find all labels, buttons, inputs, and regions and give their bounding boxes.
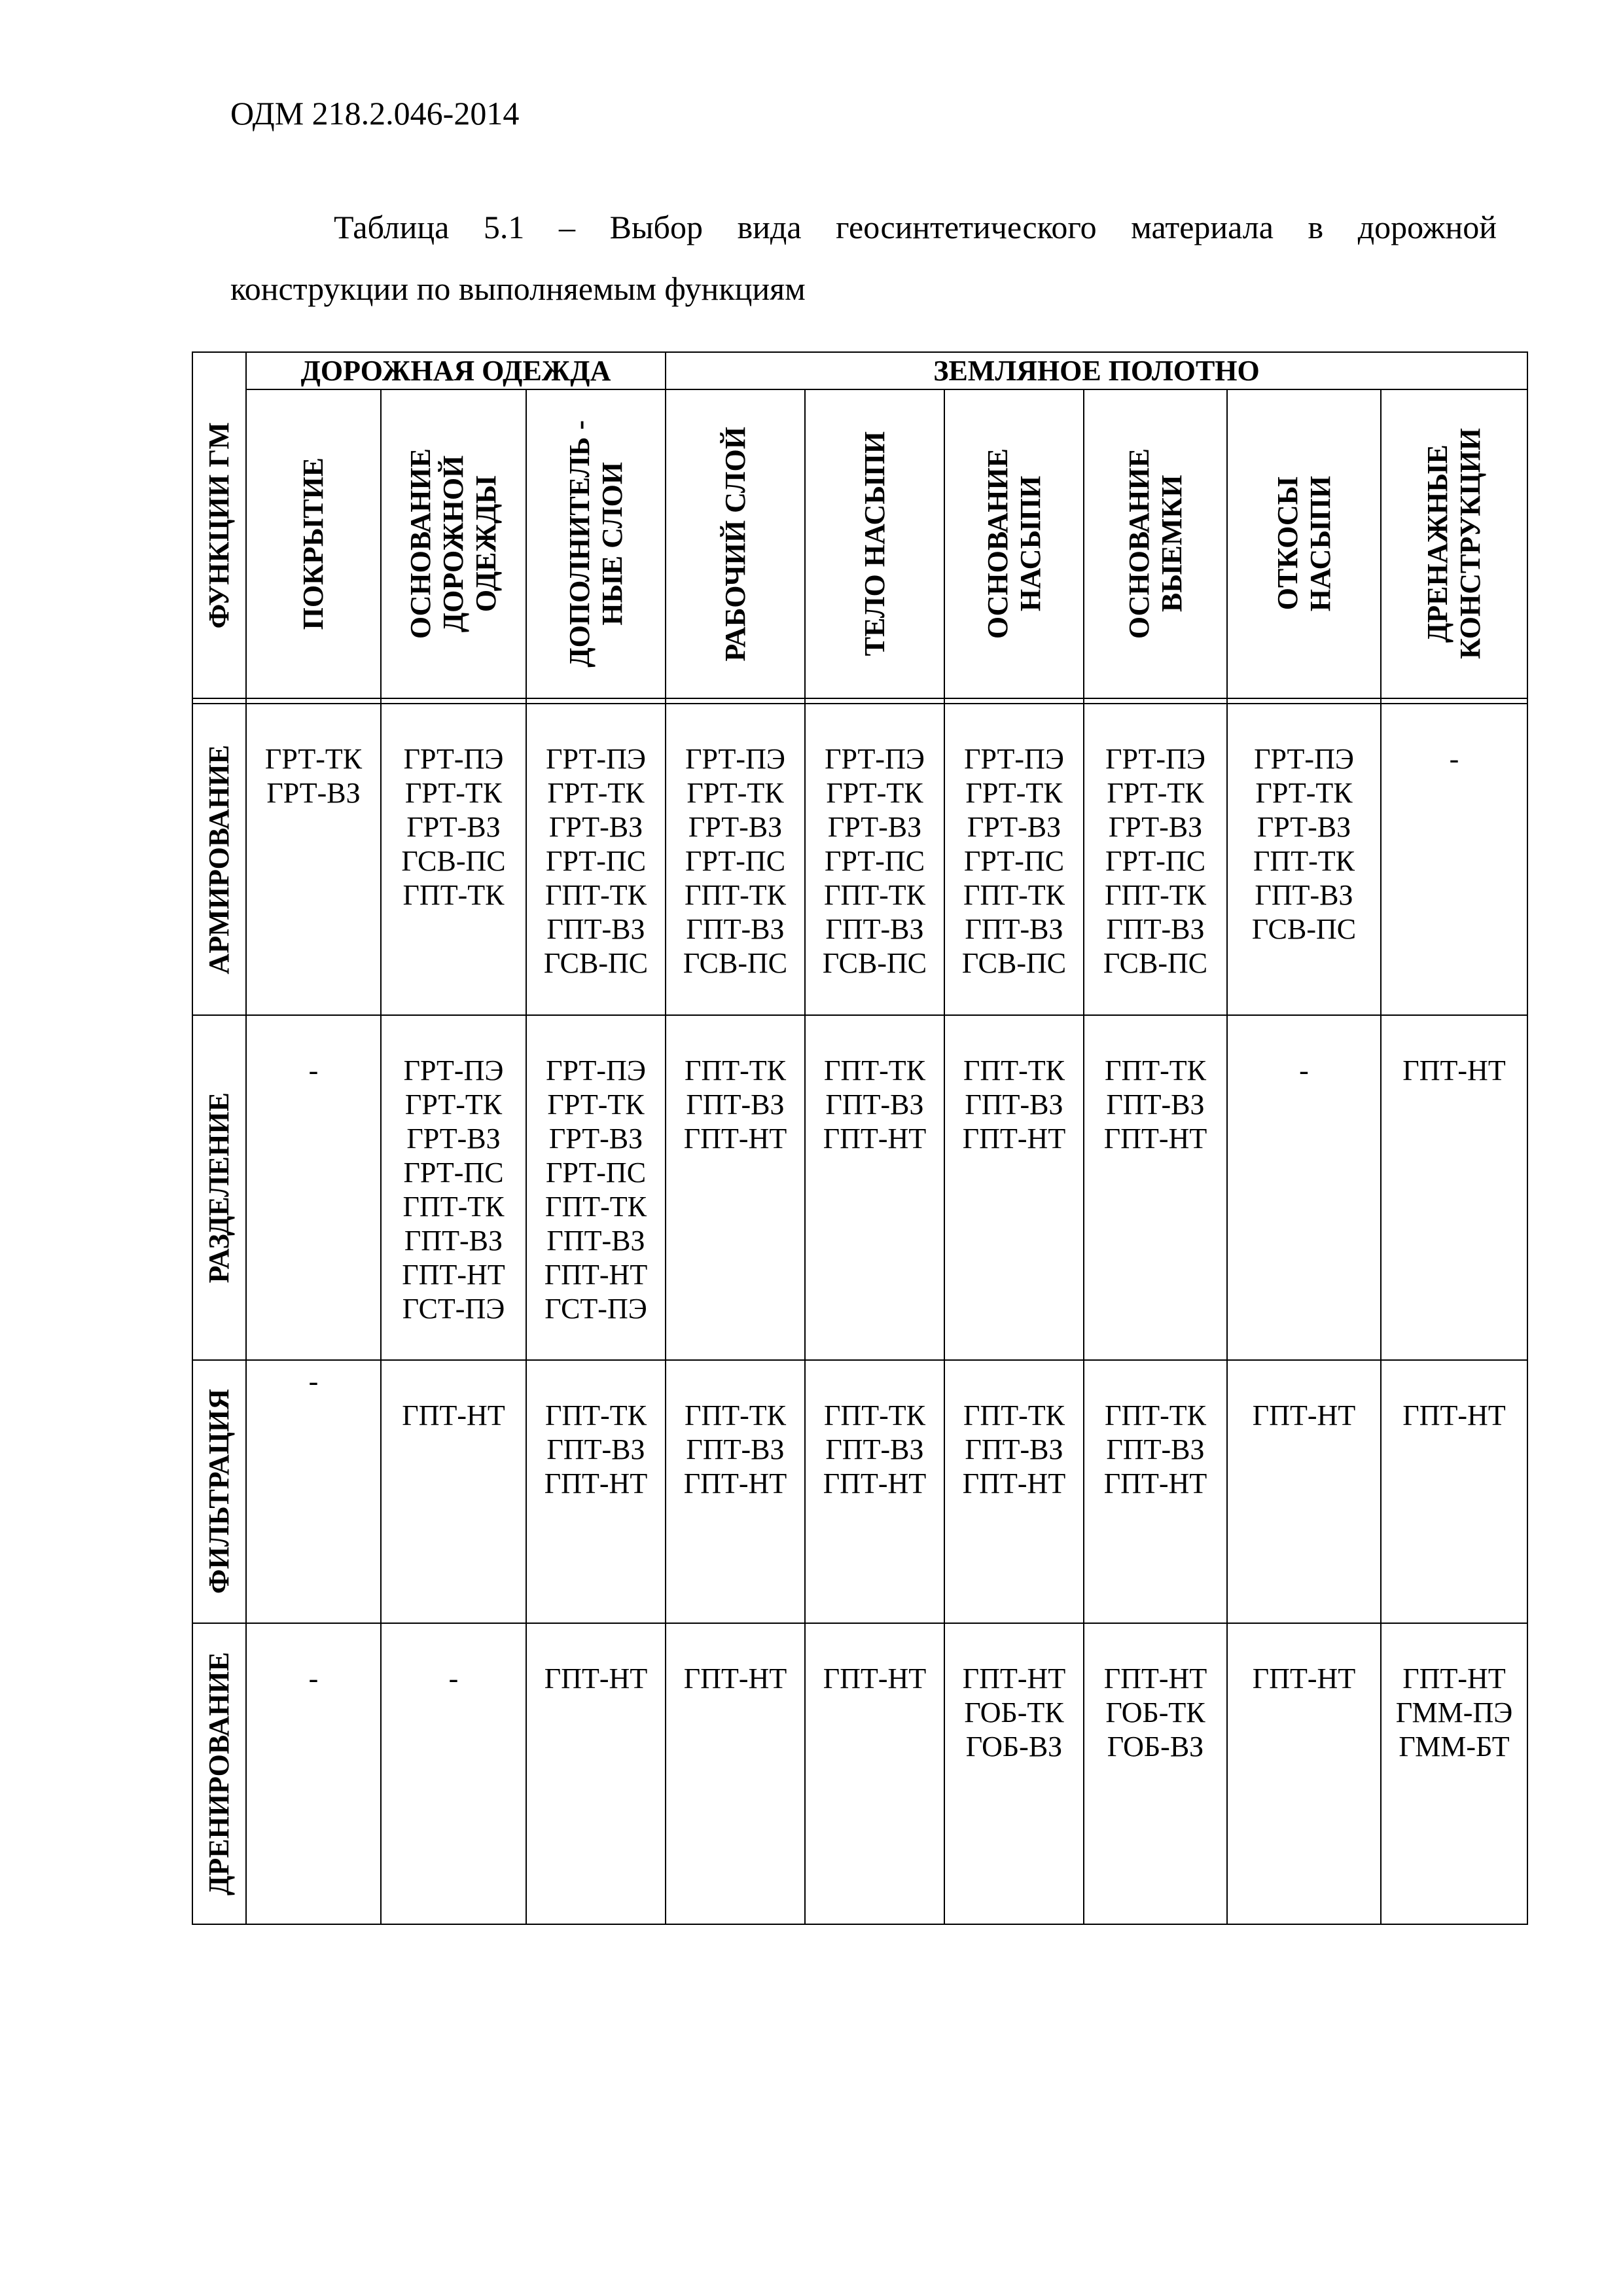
column-header-label: РАБОЧИЙ СЛОЙ (719, 426, 751, 662)
cell-materials: ГРТ-ТК ГРТ-ВЗ (264, 743, 363, 809)
table-cell (1381, 1360, 1527, 1623)
table-cell (666, 1623, 805, 1924)
cell-materials: ГРТ-ПЭ ГРТ-ТК ГРТ-ВЗ ГРТ-ПС ГПТ-ТК ГПТ-ВЗ ГСВ-ПС (683, 743, 788, 979)
group-header-subgrade: ЗЕМЛЯНОЕ ПОЛОТНО (666, 352, 1527, 389)
cell-materials: ГПТ-НТ (1402, 1054, 1506, 1086)
cell-materials: ГПТ-НТ (1402, 1399, 1506, 1431)
cell-materials: ГПТ-ТК ГПТ-ВЗ ГПТ-НТ (962, 1399, 1066, 1499)
column-header-label: ТЕЛО НАСЫПИ (858, 431, 891, 656)
corner-header-label: ФУНКЦИИ ГМ (203, 422, 235, 629)
cell-materials: ГПТ-НТ ГОБ-ТК ГОБ-ВЗ (962, 1662, 1066, 1763)
cell-materials: ГПТ-НТ ГММ-ПЭ ГММ-БТ (1395, 1662, 1513, 1763)
cell-materials: ГРТ-ПЭ ГРТ-ТК ГРТ-ВЗ ГРТ-ПС ГПТ-ТК ГПТ-ВЗ ГПТ-НТ ГСТ-ПЭ (544, 1054, 648, 1325)
cell-materials: ГПТ-ТК ГПТ-ВЗ ГПТ-НТ (823, 1399, 927, 1499)
cell-materials: - (1299, 1054, 1309, 1086)
cell-materials: ГРТ-ПЭ ГРТ-ТК ГРТ-ВЗ ГРТ-ПС ГПТ-ТК ГПТ-ВЗ ГСВ-ПС (543, 743, 649, 979)
table-cell (805, 704, 944, 1015)
table-cell (1381, 704, 1527, 1015)
cell-materials: ГПТ-ТК ГПТ-ВЗ ГПТ-НТ (683, 1399, 787, 1499)
table-cell (944, 1623, 1084, 1924)
cell-materials: ГПТ-ТК ГПТ-ВЗ ГПТ-НТ (962, 1054, 1066, 1155)
separator-cell (381, 698, 526, 704)
cell-materials: - (308, 1662, 319, 1695)
table-row-drainage (192, 1623, 1527, 1924)
column-header-row (192, 389, 1527, 698)
cell-materials: ГПТ-НТ (402, 1399, 505, 1431)
cell-materials: ГПТ-НТ (1252, 1399, 1356, 1431)
column-header-label: ДРЕНАЖНЫЕ КОНСТРУКЦИИ (1421, 428, 1486, 660)
caption-line-1: Таблица 5.1 – Выбор вида геосинтетического материала в дорожной (334, 209, 1497, 245)
cell-materials: - (448, 1662, 459, 1695)
column-header (526, 389, 666, 698)
table-cell (1084, 1623, 1227, 1924)
separator-cell (246, 698, 381, 704)
column-header (1084, 389, 1227, 698)
group-header-road-pavement: ДОРОЖНАЯ ОДЕЖДА (246, 352, 666, 389)
table-cell (1084, 1360, 1227, 1623)
cell-materials: - (308, 1054, 319, 1086)
table-cell (381, 1623, 526, 1924)
row-header-label: ДРЕНИРОВАНИЕ (203, 1652, 235, 1895)
cell-materials: ГПТ-НТ (823, 1662, 927, 1695)
table-cell (526, 704, 666, 1015)
separator-cell (666, 698, 805, 704)
cell-materials: ГРТ-ПЭ ГРТ-ТК ГРТ-ВЗ ГРТ-ПС ГПТ-ТК ГПТ-ВЗ ГПТ-НТ ГСТ-ПЭ (402, 1054, 505, 1325)
separator-cell (1084, 698, 1227, 704)
row-header (192, 704, 246, 1015)
document-code: ОДМ 218.2.046-2014 (230, 95, 520, 132)
cell-materials: - (308, 1365, 319, 1397)
table-cell (526, 1015, 666, 1360)
table-cell (246, 1623, 381, 1924)
table-caption (230, 196, 1497, 319)
separator-cell (526, 698, 666, 704)
cell-materials: ГПТ-НТ ГОБ-ТК ГОБ-ВЗ (1103, 1662, 1207, 1763)
table-cell (246, 704, 381, 1015)
cell-materials: ГРТ-ПЭ ГРТ-ТК ГРТ-ВЗ ГСВ-ПС ГПТ-ТК (401, 743, 506, 911)
column-header (381, 389, 526, 698)
table-cell (666, 1360, 805, 1623)
cell-materials: ГРТ-ПЭ ГРТ-ТК ГРТ-ВЗ ГРТ-ПС ГПТ-ТК ГПТ-ВЗ ГСВ-ПС (822, 743, 927, 979)
table-cell (1227, 1623, 1381, 1924)
separator-cell (1381, 698, 1527, 704)
separator-cell (944, 698, 1084, 704)
column-header-label: ОСНОВАНИЕ ДОРОЖНОЙ ОДЕЖДЫ (404, 448, 502, 639)
table-cell (246, 1015, 381, 1360)
table-cell (944, 704, 1084, 1015)
cell-materials: ГПТ-ТК ГПТ-ВЗ ГПТ-НТ (1103, 1054, 1207, 1155)
geosynthetics-selection-table (192, 351, 1528, 1925)
corner-header (192, 352, 246, 698)
table-cell (381, 1360, 526, 1623)
header-separator-row (192, 698, 1527, 704)
cell-materials: ГРТ-ПЭ ГРТ-ТК ГРТ-ВЗ ГПТ-ТК ГПТ-ВЗ ГСВ-ПС (1251, 743, 1357, 945)
table-cell (805, 1360, 944, 1623)
table-cell (666, 1015, 805, 1360)
table-cell (526, 1360, 666, 1623)
cell-materials: - (1449, 743, 1459, 775)
column-header (1227, 389, 1381, 698)
cell-materials: ГПТ-НТ (1252, 1662, 1356, 1695)
table-cell (1381, 1623, 1527, 1924)
column-header (246, 389, 381, 698)
separator-cell (805, 698, 944, 704)
table-cell (1084, 704, 1227, 1015)
column-header-label: ДОПОЛНИТЕЛЬ - НЫЕ СЛОИ (563, 420, 628, 668)
table-cell (944, 1360, 1084, 1623)
column-header (1381, 389, 1527, 698)
cell-materials: ГПТ-ТК ГПТ-ВЗ ГПТ-НТ (544, 1399, 648, 1499)
table-cell (944, 1015, 1084, 1360)
table-cell (666, 704, 805, 1015)
column-header (666, 389, 805, 698)
table-cell (526, 1623, 666, 1924)
table-cell (1227, 704, 1381, 1015)
group-header-row (192, 352, 1527, 389)
table-cell (381, 1015, 526, 1360)
cell-materials: ГПТ-ТК ГПТ-ВЗ ГПТ-НТ (823, 1054, 927, 1155)
row-header (192, 1360, 246, 1623)
table-cell (1084, 1015, 1227, 1360)
separator-cell (192, 698, 246, 704)
cell-materials: ГПТ-НТ (544, 1662, 648, 1695)
column-header (805, 389, 944, 698)
row-header-label: АРМИРОВАНИЕ (203, 744, 235, 975)
column-header-label: ОСНОВАНИЕ НАСЫПИ (981, 448, 1046, 639)
table-row-filtration (192, 1360, 1527, 1623)
table-row-separation (192, 1015, 1527, 1360)
cell-materials: ГПТ-НТ (683, 1662, 787, 1695)
table-cell (1381, 1015, 1527, 1360)
column-header (944, 389, 1084, 698)
table-cell (246, 1360, 381, 1623)
column-header-label: ОТКОСЫ НАСЫПИ (1271, 476, 1336, 612)
table-cell (1227, 1015, 1381, 1360)
separator-cell (1227, 698, 1381, 704)
row-header-label: РАЗДЕЛЕНИЕ (203, 1092, 235, 1283)
table-cell (1227, 1360, 1381, 1623)
column-header-label: ПОКРЫТИЕ (297, 457, 329, 630)
cell-materials: ГПТ-ТК ГПТ-ВЗ ГПТ-НТ (1103, 1399, 1207, 1499)
cell-materials: ГРТ-ПЭ ГРТ-ТК ГРТ-ВЗ ГРТ-ПС ГПТ-ТК ГПТ-ВЗ ГСВ-ПС (1103, 743, 1208, 979)
table-cell (805, 1623, 944, 1924)
caption-line-2: конструкции по выполняемым функциям (230, 270, 806, 307)
row-header-label: ФИЛЬТРАЦИЯ (203, 1389, 235, 1594)
cell-materials: ГРТ-ПЭ ГРТ-ТК ГРТ-ВЗ ГРТ-ПС ГПТ-ТК ГПТ-ВЗ ГСВ-ПС (961, 743, 1067, 979)
row-header (192, 1015, 246, 1360)
table-cell (805, 1015, 944, 1360)
table-cell (381, 704, 526, 1015)
cell-materials: ГПТ-ТК ГПТ-ВЗ ГПТ-НТ (683, 1054, 787, 1155)
column-header-label: ОСНОВАНИЕ ВЫЕМКИ (1122, 448, 1188, 639)
table-row-reinforcement (192, 704, 1527, 1015)
row-header (192, 1623, 246, 1924)
